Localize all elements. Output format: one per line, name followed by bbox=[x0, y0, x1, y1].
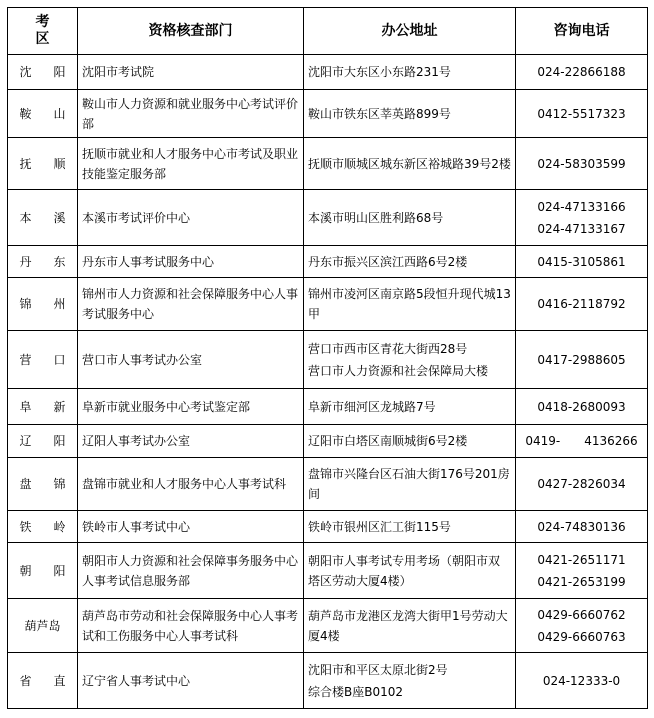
phone-cell bbox=[516, 190, 648, 246]
table-row bbox=[8, 278, 648, 331]
phone-cell bbox=[516, 543, 648, 599]
table-row bbox=[8, 190, 648, 246]
phone-number: 024-47133167 bbox=[537, 221, 626, 236]
table-row bbox=[8, 331, 648, 389]
phone-number: 0421-2651171 bbox=[537, 552, 626, 567]
phone-cell bbox=[516, 90, 648, 138]
address-cell: 丹东市振兴区滨江西路6号2楼 bbox=[304, 246, 516, 278]
phone-number: 024-47133166 bbox=[537, 199, 626, 214]
header-department: 资格核查部门 bbox=[78, 8, 304, 55]
department-cell: 辽宁省人事考试中心 bbox=[78, 653, 304, 709]
address-cell: 锦州市凌河区南京路5段恒升现代城13甲 bbox=[304, 278, 516, 331]
table-row bbox=[8, 543, 648, 599]
department-cell: 锦州市人力资源和社会保障服务中心人事考试服务中心 bbox=[78, 278, 304, 331]
address-cell bbox=[304, 653, 516, 709]
address-cell: 阜新市细河区龙城路7号 bbox=[304, 389, 516, 425]
exam-area-cell: 本 溪 bbox=[8, 190, 78, 246]
phone-cell bbox=[516, 246, 648, 278]
exam-area-cell: 鞍 山 bbox=[8, 90, 78, 138]
phone-cell bbox=[516, 55, 648, 90]
header-exam-area-line2: 区 bbox=[35, 31, 50, 47]
table-row bbox=[8, 511, 648, 543]
table-row bbox=[8, 55, 648, 90]
phone-cell bbox=[516, 458, 648, 511]
table-row bbox=[8, 246, 648, 278]
exam-area-cell: 沈 阳 bbox=[8, 55, 78, 90]
department-cell: 营口市人事考试办公室 bbox=[78, 331, 304, 389]
phone-cell bbox=[516, 653, 648, 709]
address-cell: 朝阳市人事考试专用考场（朝阳市双塔区劳动大厦4楼） bbox=[304, 543, 516, 599]
address-line: 营口市西市区青花大街西28号 bbox=[308, 341, 468, 356]
address-line: 营口市人力资源和社会保障局大楼 bbox=[308, 363, 489, 378]
phone-cell bbox=[516, 425, 648, 458]
address-cell: 辽阳市白塔区南顺城街6号2楼 bbox=[304, 425, 516, 458]
department-cell: 朝阳市人力资源和社会保障事务服务中心人事考试信息服务部 bbox=[78, 543, 304, 599]
address-line: 沈阳市和平区太原北街2号 bbox=[308, 662, 448, 677]
phone-number: 024-22866188 bbox=[537, 65, 626, 79]
department-cell: 丹东市人事考试服务中心 bbox=[78, 246, 304, 278]
phone-number: 0421-2653199 bbox=[537, 574, 626, 589]
exam-area-cell: 抚 顺 bbox=[8, 138, 78, 190]
phone-number: 0416-2118792 bbox=[537, 297, 626, 311]
table-row bbox=[8, 138, 648, 190]
department-cell: 本溪市考试评价中心 bbox=[78, 190, 304, 246]
department-cell: 阜新市就业服务中心考试鉴定部 bbox=[78, 389, 304, 425]
department-cell: 辽阳人事考试办公室 bbox=[78, 425, 304, 458]
phone-number: 0429-6660762 bbox=[537, 607, 626, 622]
table-row bbox=[8, 90, 648, 138]
address-cell: 盘锦市兴隆台区石油大街176号201房间 bbox=[304, 458, 516, 511]
exam-area-cell: 朝 阳 bbox=[8, 543, 78, 599]
phone-number: 024-74830136 bbox=[537, 519, 626, 534]
header-address: 办公地址 bbox=[304, 8, 516, 55]
phone-cell bbox=[516, 278, 648, 331]
department-cell: 抚顺市就业和人才服务中心市考试及职业技能鉴定服务部 bbox=[78, 138, 304, 190]
phone-number: 0419- 4136266 bbox=[525, 434, 638, 448]
phone-number: 0418-2680093 bbox=[537, 399, 626, 414]
department-cell: 铁岭市人事考试中心 bbox=[78, 511, 304, 543]
table-row bbox=[8, 389, 648, 425]
header-row bbox=[8, 8, 648, 55]
address-cell: 抚顺市顺城区城东新区裕城路39号2楼 bbox=[304, 138, 516, 190]
phone-number: 024-12333-0 bbox=[542, 673, 621, 688]
exam-area-cell: 阜 新 bbox=[8, 389, 78, 425]
table-row bbox=[8, 599, 648, 653]
exam-area-cell: 丹 东 bbox=[8, 246, 78, 278]
exam-area-cell: 铁 岭 bbox=[8, 511, 78, 543]
department-cell: 鞍山市人力资源和就业服务中心考试评价部 bbox=[78, 90, 304, 138]
phone-number: 0415-3105861 bbox=[537, 254, 626, 269]
exam-area-cell: 省 直 bbox=[8, 653, 78, 709]
department-cell: 盘锦市就业和人才服务中心人事考试科 bbox=[78, 458, 304, 511]
phone-cell bbox=[516, 331, 648, 389]
phone-cell bbox=[516, 389, 648, 425]
exam-area-cell: 锦 州 bbox=[8, 278, 78, 331]
exam-area-cell: 营 口 bbox=[8, 331, 78, 389]
header-exam-area-line1: 考 bbox=[35, 14, 50, 30]
exam-area-cell: 辽 阳 bbox=[8, 425, 78, 458]
address-cell: 鞍山市铁东区莘英路899号 bbox=[304, 90, 516, 138]
phone-number: 0429-6660763 bbox=[537, 629, 626, 644]
phone-cell bbox=[516, 138, 648, 190]
phone-cell bbox=[516, 511, 648, 543]
address-cell: 铁岭市银州区汇工街115号 bbox=[304, 511, 516, 543]
header-phone: 咨询电话 bbox=[516, 8, 648, 55]
table-row bbox=[8, 653, 648, 709]
address-cell: 沈阳市大东区小东路231号 bbox=[304, 55, 516, 90]
department-cell: 沈阳市考试院 bbox=[78, 55, 304, 90]
phone-number: 0412-5517323 bbox=[537, 106, 626, 121]
phone-number: 0427-2826034 bbox=[537, 477, 626, 491]
address-cell: 葫芦岛市龙港区龙湾大街甲1号劳动大厦4楼 bbox=[304, 599, 516, 653]
exam-area-cell: 盘 锦 bbox=[8, 458, 78, 511]
exam-area-cell: 葫芦岛 bbox=[8, 599, 78, 653]
phone-number: 0417-2988605 bbox=[537, 352, 626, 367]
address-line: 综合楼B座B0102 bbox=[308, 684, 404, 699]
address-cell: 本溪市明山区胜利路68号 bbox=[304, 190, 516, 246]
department-cell: 葫芦岛市劳动和社会保障服务中心人事考试和工伤服务中心人事考试科 bbox=[78, 599, 304, 653]
exam-contact-table bbox=[7, 7, 648, 709]
table-row bbox=[8, 425, 648, 458]
address-cell bbox=[304, 331, 516, 389]
table-row bbox=[8, 458, 648, 511]
phone-cell bbox=[516, 599, 648, 653]
header-exam-area bbox=[8, 8, 78, 55]
phone-number: 024-58303599 bbox=[537, 156, 626, 171]
